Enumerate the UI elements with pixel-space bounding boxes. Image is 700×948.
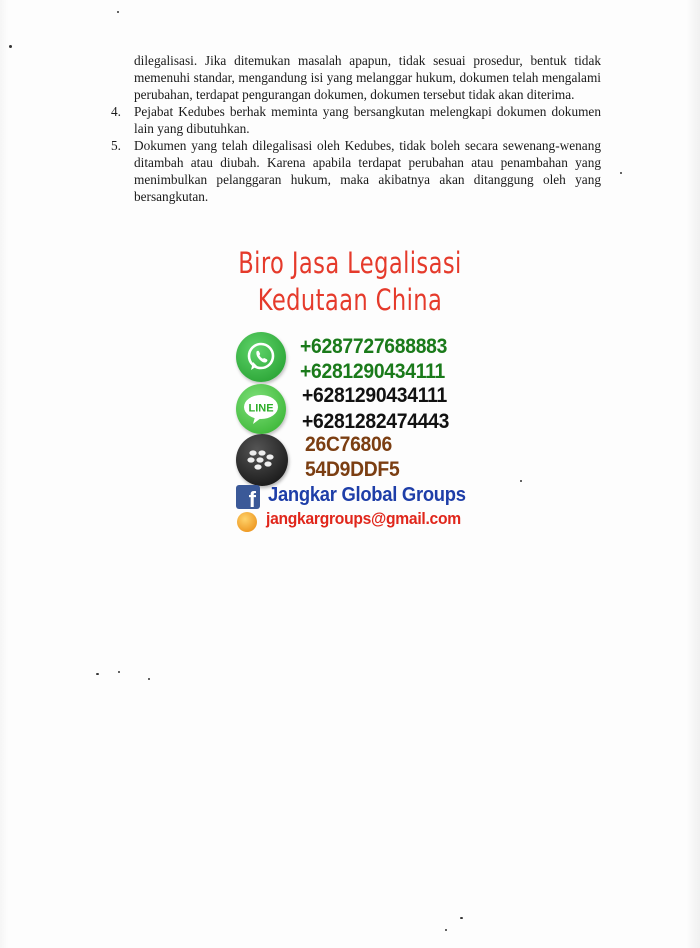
bbm-pin-1: 26C76806	[305, 433, 392, 456]
ad-title-line1: Biro Jasa Legalisasi	[238, 246, 462, 280]
ad-title-line2: Kedutaan China	[257, 283, 443, 317]
scan-speck	[148, 678, 150, 680]
document-text	[111, 52, 601, 205]
line-id-2: +6281282474443	[302, 410, 450, 433]
list-item-4	[111, 103, 601, 137]
line-glyph	[241, 393, 281, 425]
paragraph-continuation: dilegalisasi. Jika ditemukan masalah apapun, tidak sesuai prosedur, bentuk tidak memenuhi standar, mengandung isi yang melanggar hukum, dokumen telah mengalami perubahan, terdapat pengurangan dokumen, dokumen tersebut tidak akan diterima.	[134, 53, 601, 102]
list-number: 5.	[111, 138, 121, 153]
email-icon	[237, 512, 257, 532]
list-item-5	[111, 137, 601, 205]
scan-speck	[96, 673, 99, 675]
email-address: jangkargroups@gmail.com	[266, 509, 461, 528]
blackberry-icon	[236, 434, 288, 486]
facebook-page-name: Jangkar Global Groups	[268, 484, 466, 506]
whatsapp-number-1: +6287727688883	[300, 335, 448, 358]
whatsapp-icon	[236, 332, 286, 382]
line-id-1: +6281290434111	[302, 384, 447, 407]
scan-speck	[460, 917, 463, 919]
line-icon-label: LINE	[248, 402, 274, 415]
list-item-text: Pejabat Kedubes berhak meminta yang bersangkutan melengkapi dokumen dokumen lain yang dibutuhkan.	[134, 104, 601, 136]
scan-speck	[9, 45, 12, 48]
facebook-icon: f	[236, 485, 260, 509]
scan-speck	[520, 480, 522, 482]
list-item-text: Dokumen yang telah dilegalisasi oleh Kedubes, tidak boleh secara sewenang-wenang ditambah atau diubah. Karena apabila terdapat perubahan atau penambahan yang menimbulkan pelanggaran hukum, maka akibatnya akan ditanggung oleh yang bersangkutan.	[134, 138, 601, 204]
scan-speck	[118, 671, 120, 673]
page-right-edge	[686, 0, 700, 948]
line-icon	[236, 384, 286, 434]
blackberry-glyph	[247, 448, 277, 472]
whatsapp-glyph	[244, 340, 278, 374]
scan-speck	[117, 11, 119, 13]
scan-speck	[445, 929, 447, 931]
scan-speck	[620, 172, 622, 174]
bbm-pin-2: 54D9DDF5	[305, 458, 400, 481]
whatsapp-number-2: +6281290434111	[300, 360, 445, 383]
list-number: 4.	[111, 104, 121, 119]
page-left-edge	[0, 0, 8, 948]
